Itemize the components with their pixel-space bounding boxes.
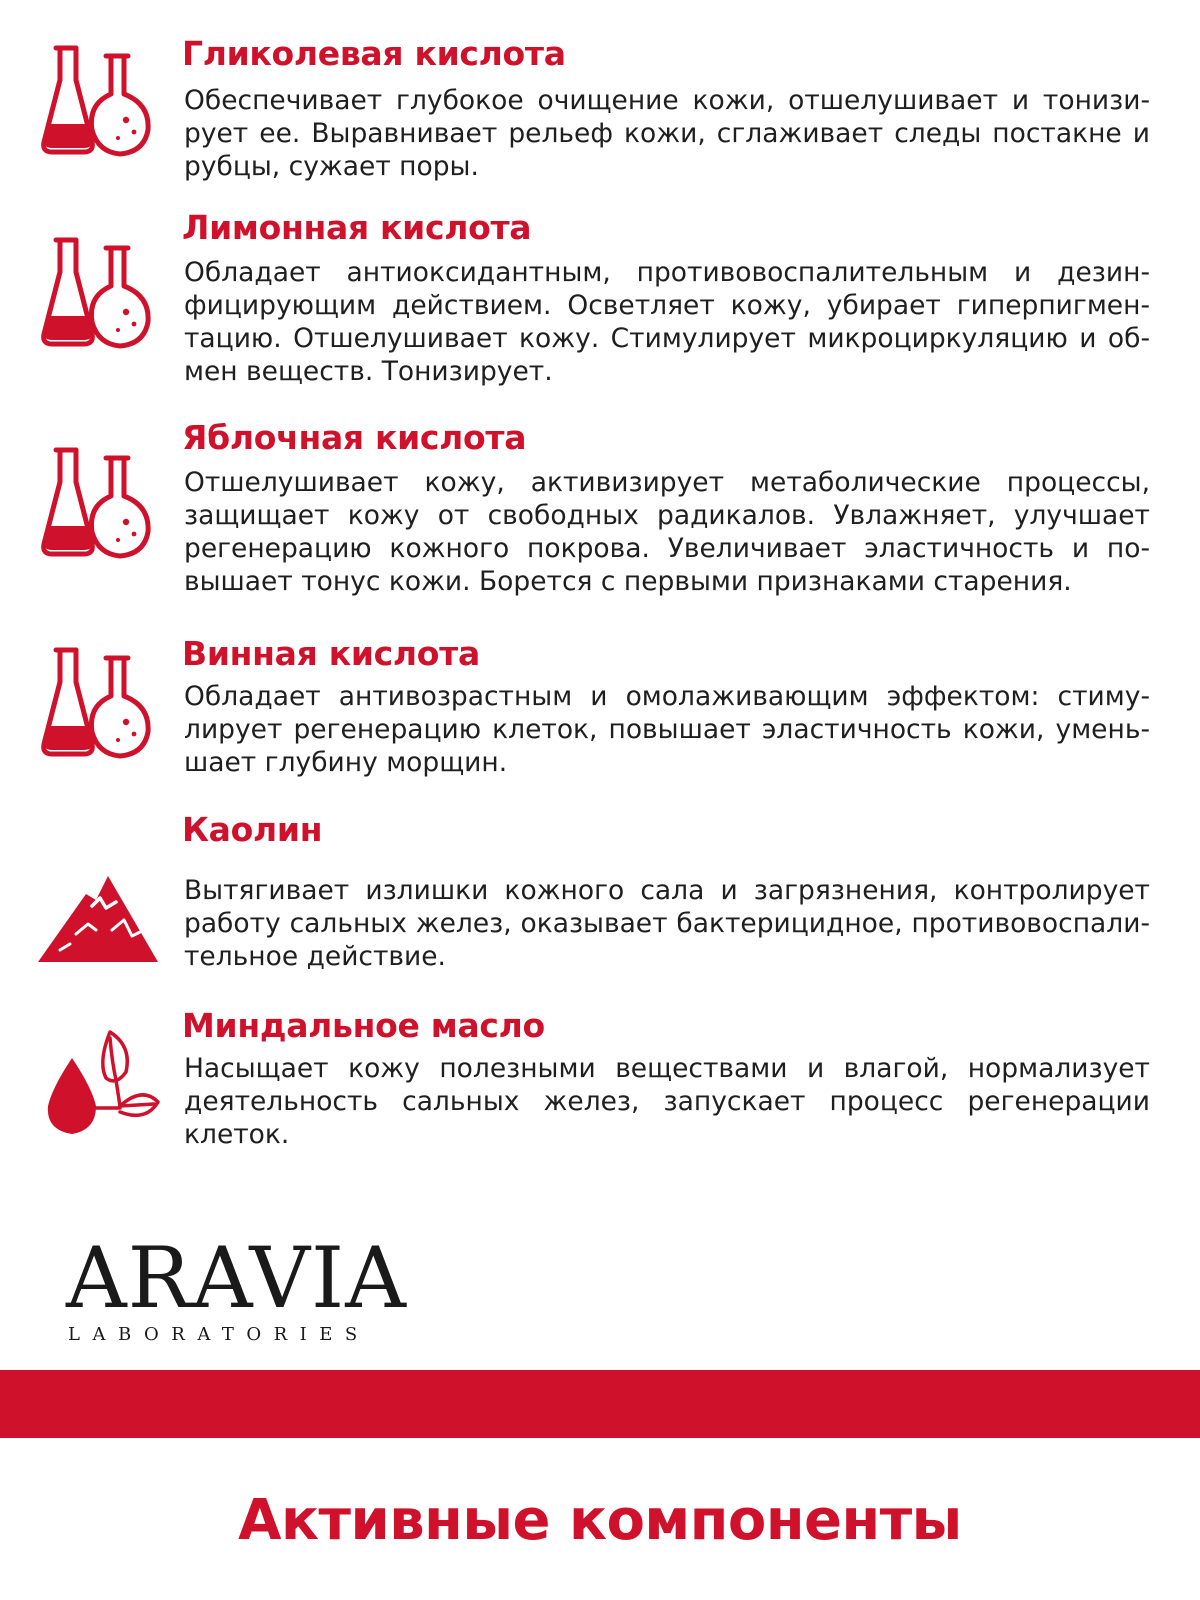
ingredient-title: Каолин (182, 810, 323, 849)
ingredient-title: Лимонная кислота (182, 208, 532, 247)
logo-wordmark: ARAVIA (66, 1229, 407, 1327)
ingredient-title: Яблочная кислота (182, 418, 527, 457)
oil-drop-leaf-icon (36, 1026, 160, 1150)
red-divider-band (0, 1370, 1200, 1438)
flasks-icon (36, 444, 160, 568)
page-title: Активные компоненты (238, 1488, 962, 1553)
mountain-icon (36, 850, 160, 974)
ingredient-description: Обладает антивозрастным и омолаживающим эффектом: стимулирует регенерацию клеток, повышает эластичность кожи, уменьшает глубину морщин. (184, 681, 1150, 778)
ingredient-description: Обладает антиоксидантным, противовоспалительным и дезинфицирующим действием. Осветляет кожу, убирает гиперпигментацию. Отшелушивает кожу. Стимулирует микроциркуляцию и обмен веществ. Тонизирует. (184, 257, 1150, 387)
ingredient-description: Вытягивает излишки кожного сала и загрязнения, контролирует работу сальных желез, оказывает бактерицидное, противовоспалительное действие. (184, 875, 1150, 972)
flasks-icon (36, 42, 160, 166)
ingredient-description: Отшелушивает кожу, активизирует метаболические процессы, защищает кожу от свободных радикалов. Увлажняет, улучшает регенерацию кожного покрова. Увеличивает эластичность и повышает тонус кожи. Борется с первыми признаками старения. (184, 467, 1150, 597)
flasks-icon (36, 644, 160, 768)
ingredient-title: Миндальное масло (182, 1006, 545, 1045)
ingredient-title: Винная кислота (182, 634, 480, 673)
ingredient-description: Обеспечивает глубокое очищение кожи, отшелушивает и тонизирует ее. Выравнивает рельеф кожи, сглаживает следы постакне и рубцы, сужает поры. (184, 85, 1150, 182)
ingredient-title: Гликолевая кислота (182, 34, 566, 73)
aravia-logo (66, 1229, 407, 1345)
logo-subtitle: LABORATORIES (68, 1324, 370, 1345)
ingredient-description: Насыщает кожу полезными веществами и влагой, нормализует деятельность сальных желез, запускает процесс регенерации клеток. (184, 1053, 1150, 1150)
flasks-icon (36, 234, 160, 358)
